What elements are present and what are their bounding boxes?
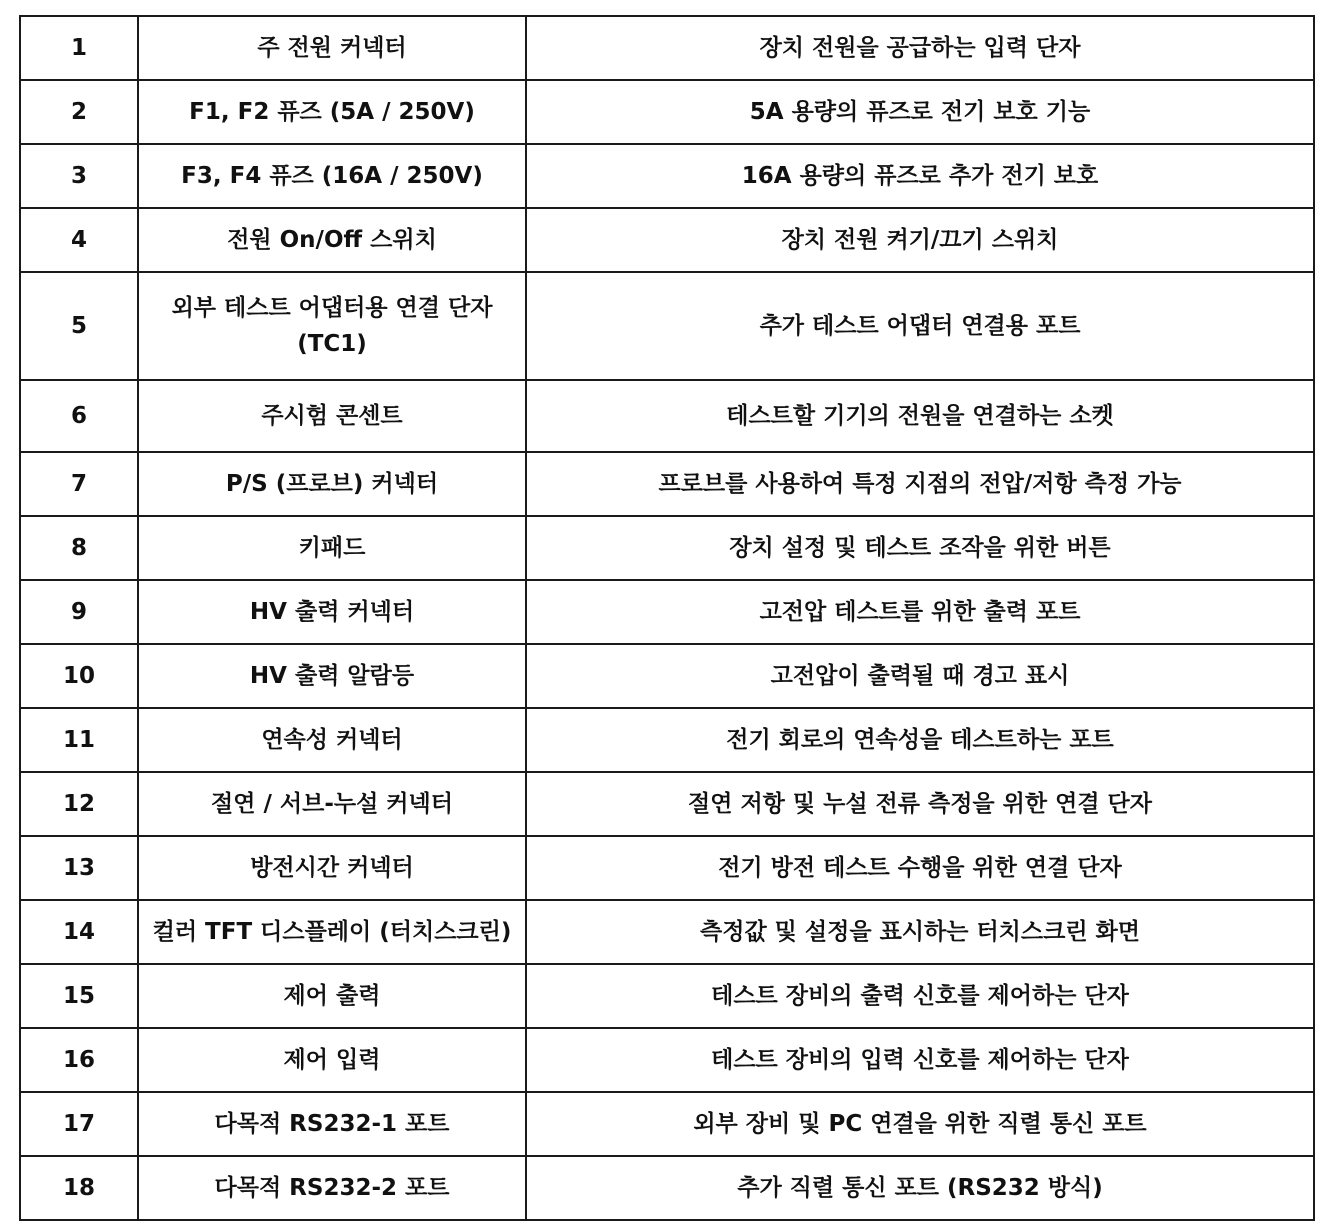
row-number: 3 <box>20 144 138 208</box>
table-row <box>20 580 1314 644</box>
table-row <box>20 772 1314 836</box>
component-name: F1, F2 퓨즈 (5A / 250V) <box>138 80 526 144</box>
component-description: 장치 전원을 공급하는 입력 단자 <box>526 16 1314 80</box>
table-row <box>20 516 1314 580</box>
table-row <box>20 644 1314 708</box>
component-description: 테스트 장비의 출력 신호를 제어하는 단자 <box>526 964 1314 1028</box>
row-number: 6 <box>20 380 138 452</box>
component-name: 절연 / 서브-누설 커넥터 <box>138 772 526 836</box>
table-row <box>20 452 1314 516</box>
row-number: 14 <box>20 900 138 964</box>
component-name: 전원 On/Off 스위치 <box>138 208 526 272</box>
component-name: 다목적 RS232-1 포트 <box>138 1092 526 1156</box>
row-number: 10 <box>20 644 138 708</box>
component-description: 16A 용량의 퓨즈로 추가 전기 보호 <box>526 144 1314 208</box>
table-row <box>20 708 1314 772</box>
table-row <box>20 1028 1314 1092</box>
component-table-container <box>19 15 1315 1221</box>
row-number: 17 <box>20 1092 138 1156</box>
row-number: 16 <box>20 1028 138 1092</box>
component-name: 제어 출력 <box>138 964 526 1028</box>
component-description: 5A 용량의 퓨즈로 전기 보호 기능 <box>526 80 1314 144</box>
table-row <box>20 80 1314 144</box>
component-description: 외부 장비 및 PC 연결을 위한 직렬 통신 포트 <box>526 1092 1314 1156</box>
row-number: 5 <box>20 272 138 380</box>
table-row <box>20 836 1314 900</box>
component-name: 방전시간 커넥터 <box>138 836 526 900</box>
component-description: 고전압이 출력될 때 경고 표시 <box>526 644 1314 708</box>
component-name: P/S (프로브) 커넥터 <box>138 452 526 516</box>
row-number: 9 <box>20 580 138 644</box>
component-name: 주시험 콘센트 <box>138 380 526 452</box>
table-row <box>20 144 1314 208</box>
component-description: 추가 테스트 어댑터 연결용 포트 <box>526 272 1314 380</box>
component-name: HV 출력 알람등 <box>138 644 526 708</box>
component-description: 테스트 장비의 입력 신호를 제어하는 단자 <box>526 1028 1314 1092</box>
component-description: 추가 직렬 통신 포트 (RS232 방식) <box>526 1156 1314 1220</box>
component-name: 주 전원 커넥터 <box>138 16 526 80</box>
table-row <box>20 1156 1314 1220</box>
row-number: 1 <box>20 16 138 80</box>
component-name: F3, F4 퓨즈 (16A / 250V) <box>138 144 526 208</box>
component-description: 전기 회로의 연속성을 테스트하는 포트 <box>526 708 1314 772</box>
component-description: 전기 방전 테스트 수행을 위한 연결 단자 <box>526 836 1314 900</box>
row-number: 18 <box>20 1156 138 1220</box>
row-number: 13 <box>20 836 138 900</box>
table-row <box>20 964 1314 1028</box>
component-description: 장치 설정 및 테스트 조작을 위한 버튼 <box>526 516 1314 580</box>
component-name: 제어 입력 <box>138 1028 526 1092</box>
component-table <box>19 15 1315 1221</box>
component-description: 장치 전원 켜기/끄기 스위치 <box>526 208 1314 272</box>
component-name: HV 출력 커넥터 <box>138 580 526 644</box>
component-name: 다목적 RS232-2 포트 <box>138 1156 526 1220</box>
table-row <box>20 272 1314 380</box>
table-row <box>20 1092 1314 1156</box>
component-description: 테스트할 기기의 전원을 연결하는 소켓 <box>526 380 1314 452</box>
row-number: 15 <box>20 964 138 1028</box>
component-name: 키패드 <box>138 516 526 580</box>
row-number: 12 <box>20 772 138 836</box>
row-number: 8 <box>20 516 138 580</box>
row-number: 4 <box>20 208 138 272</box>
component-description: 측정값 및 설정을 표시하는 터치스크린 화면 <box>526 900 1314 964</box>
component-description: 프로브를 사용하여 특정 지점의 전압/저항 측정 가능 <box>526 452 1314 516</box>
component-description: 고전압 테스트를 위한 출력 포트 <box>526 580 1314 644</box>
table-row <box>20 208 1314 272</box>
row-number: 11 <box>20 708 138 772</box>
component-name: 컬러 TFT 디스플레이 (터치스크린) <box>138 900 526 964</box>
row-number: 2 <box>20 80 138 144</box>
table-row <box>20 16 1314 80</box>
table-row <box>20 380 1314 452</box>
component-name: 연속성 커넥터 <box>138 708 526 772</box>
row-number: 7 <box>20 452 138 516</box>
component-name: 외부 테스트 어댑터용 연결 단자 (TC1) <box>138 272 526 380</box>
component-description: 절연 저항 및 누설 전류 측정을 위한 연결 단자 <box>526 772 1314 836</box>
table-row <box>20 900 1314 964</box>
